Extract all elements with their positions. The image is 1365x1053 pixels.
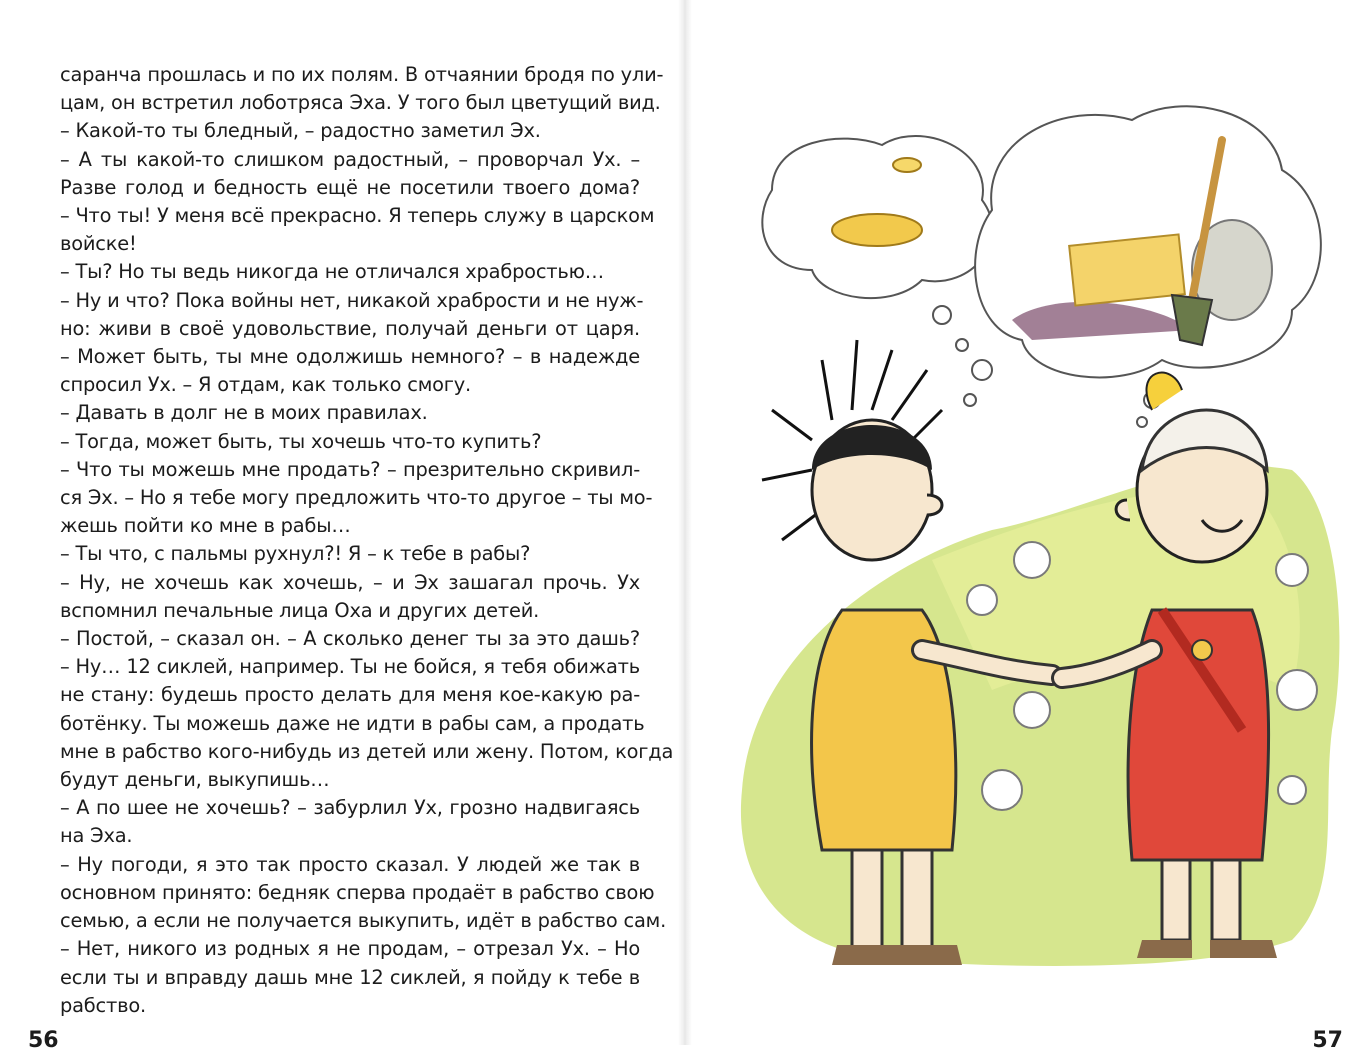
text-line: – А по шее не хочешь? – забурлил Ух, грозно надвигаясь <box>60 796 640 820</box>
page-number-right: 57 <box>1312 1028 1343 1053</box>
text-line: ся Эх. – Но я тебе могу предложить что-то другое – ты мо- <box>60 486 653 510</box>
text-line: – А ты какой-то слишком радостный, – проворчал Ух. – <box>60 147 640 171</box>
story-text <box>60 61 674 1020</box>
left-page <box>0 0 680 1053</box>
page-number-left: 56 <box>28 1028 59 1053</box>
text-line: – Может быть, ты мне одолжишь немного? – в надежде <box>60 345 640 369</box>
right-page <box>692 0 1365 1053</box>
text-line: – Какой-то ты бледный, – радостно заметил Эх. <box>60 119 541 143</box>
text-line: на Эха. <box>60 824 133 848</box>
text-line: вспомнил печальные лица Оха и других детей. <box>60 598 540 622</box>
text-line: – Ну, не хочешь как хочешь, – и Эх зашагал прочь. Ух <box>60 570 640 594</box>
text-line: – Что ты! У меня всё прекрасно. Я теперь служу в царском <box>60 204 655 228</box>
text-line: – Ну погоди, я это так просто сказал. У людей же так в <box>60 852 640 876</box>
text-line: ботёнку. Ты можешь даже не идти в рабы сам, а продать <box>60 711 645 735</box>
text-line: – Тогда, может быть, ты хочешь что-то купить? <box>60 429 542 453</box>
text-line: войске! <box>60 232 137 256</box>
two-characters-handshake-illustration <box>732 90 1352 990</box>
text-line: Разве голод и бедность ещё не посетили твоего дома? <box>60 175 640 199</box>
text-line: семью, а если не получается выкупить, идёт в рабство сам. <box>60 909 667 933</box>
text-line: цам, он встретил лоботряса Эха. У того был цветущий вид. <box>60 91 661 115</box>
text-line: спросил Ух. – Я отдам, как только смогу. <box>60 373 472 397</box>
text-line: – Ну… 12 сиклей, например. Ты не бойся, я тебя обижать <box>60 655 640 679</box>
text-line: – Постой, – сказал он. – А сколько денег ты за это дашь? <box>60 627 640 651</box>
text-line: мне в рабство кого-нибудь из детей или жену. Потом, когда <box>60 739 674 763</box>
text-line: но: живи в своё удовольствие, получай деньги от царя. <box>60 316 640 340</box>
text-line: – Что ты можешь мне продать? – презрительно скривил- <box>60 457 640 481</box>
text-line: – Ну и что? Пока войны нет, никакой храбрости и не нуж- <box>60 288 644 312</box>
text-line: – Ты? Но ты ведь никогда не отличался храбростью… <box>60 260 604 284</box>
text-line: – Ты что, с пальмы рухнул?! Я – к тебе в рабы? <box>60 542 531 566</box>
text-line: жешь пойти ко мне в рабы… <box>60 514 351 538</box>
book-gutter <box>678 0 692 1045</box>
thought-bubble-shovel <box>964 106 1321 427</box>
text-line: если ты и вправду дашь мне 12 сиклей, я пойду к тебе в <box>60 965 640 989</box>
thought-bubble-coins <box>762 136 992 351</box>
text-line: – Давать в долг не в моих правилах. <box>60 401 428 425</box>
text-line: рабство. <box>60 993 146 1017</box>
text-line: саранча прошлась и по их полям. В отчаянии бродя по ули- <box>60 63 664 86</box>
text-line: будут деньги, выкупишь… <box>60 768 330 792</box>
text-line: – Нет, никого из родных я не продам, – отрезал Ух. – Но <box>60 937 640 961</box>
text-line: не стану: будешь просто делать для меня кое-какую ра- <box>60 683 640 707</box>
text-line: основном принято: бедняк сперва продаёт в рабство свою <box>60 880 655 904</box>
